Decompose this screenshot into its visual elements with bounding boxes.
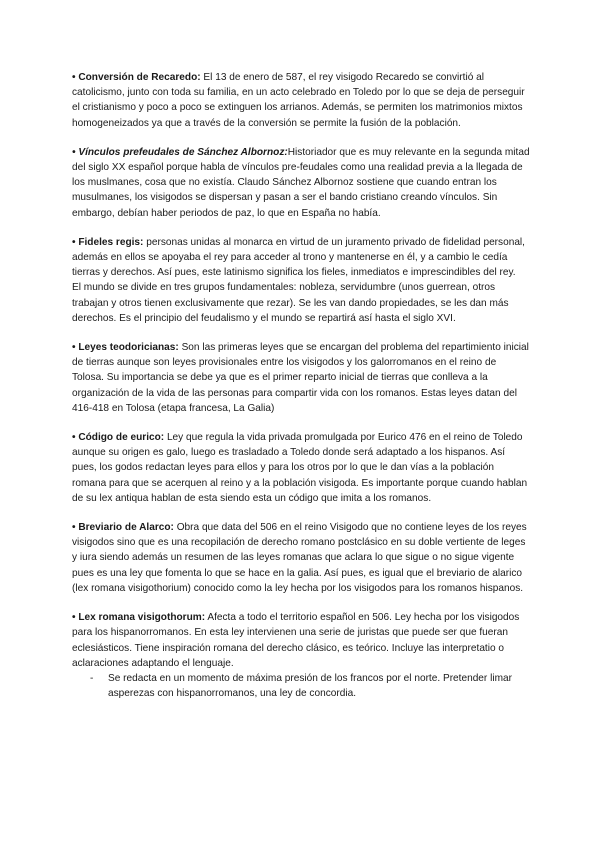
section-conversion-recaredo	[72, 70, 530, 131]
section-fideles-regis	[72, 235, 530, 326]
dash-bullet: -	[90, 672, 94, 684]
paragraph-continuation: El mundo se divide en tres grupos fundamentales: nobleza, servidumbre (unos guerrean, otros trabajan y otros tienen exclusivamente que rezar). Se les van dando propiedades, se les dan más derechos. Es el principio del feudalismo y el mundo se repartirá así hasta el siglo XVI.	[72, 282, 509, 324]
section-text: Ley que regula la vida privada promulgada por Eurico 476 en el reino de Toledo aunque su origen es galo, luego es trasladado a Toledo donde será adaptado a los hispanos. Así pues, los godos redactan leyes para ellos y para los otros por lo que le dan vías a la población romana para que se acerquen al reino y a la población visigoda. Es importante porque cuando hablan de su lex antiqua hablan de esta siendo esta un código que imita a los romanos.	[72, 432, 528, 504]
section-leyes-teodoricianas	[72, 340, 530, 416]
paragraph	[72, 235, 530, 281]
section-text: Historiador que es muy relevante en la segunda mitad del siglo XX español porque habla de vínculos pre-feudales como una realidad previa a la llegada de los muslmanes, cosa que no existía. Claudo Sánchez Albornoz sostiene que cuando entran los musulmanes, los visigodos se dispersan y pasan a ser el bando cristiano creando vínculos. Sin embargo, debían haber periodos de paz, lo que en España no había.	[72, 146, 530, 219]
section-term: • Conversión de Recaredo:	[72, 72, 201, 83]
paragraph	[72, 145, 530, 221]
paragraph	[72, 430, 530, 506]
section-term: • Leyes teodoricianas:	[72, 342, 179, 354]
section-term: • Fideles regis:	[72, 236, 144, 248]
section-lex-romana	[72, 610, 530, 701]
paragraph	[72, 520, 530, 596]
paragraph	[72, 70, 530, 131]
section-text: Son las primeras leyes que se encargan del problema del repartimiento inicial de tierras aunque son leyes provisionales entre los visigodos y los galorromanos en el reino de Tolosa. Su importancia se debe ya que es el primer reparto inicial de tierras que conlleva a la organización de la vida de las personas para compartir vida con los romanos. Estas leyes datan del 416-418 en Tolosa (etapa francesa, La Galia)	[72, 342, 529, 414]
document-body	[72, 70, 530, 715]
section-vinculos-prefeudales	[72, 145, 530, 221]
section-text: Obra que data del 506 en el reino Visigodo que no contiene leyes de los reyes visigodos sino que es una recopilación de derecho romano postclásico en su doble vertiente de leges y iura siendo además un resumen de las leyes romanas que aclara lo que sigue o no sigue vigente pues es una ley que fomenta lo que se hace en la galia. Así pues, es igual que el breviario de alarico (lex romana visigothorium) conocido como la ley hecha por los visigodos para los romanos hispanos.	[72, 522, 527, 594]
section-term: • Vínculos prefeudales de Sánchez Albornoz:	[72, 146, 288, 158]
section-term: • Lex romana visigothorum:	[72, 612, 206, 624]
section-codigo-eurico	[72, 430, 530, 506]
section-text: personas unidas al monarca en virtud de un juramento privado de fidelidad personal, además en ellos se apoyaba el rey para acceder al trono y mantenerse en él, y a cambio le cedía tierras y derechos. Así pues, este latinismo significa los fieles, inmediatos e imprescindibles del rey.	[72, 236, 525, 279]
dash-list-item	[72, 671, 530, 701]
list-item-text: Se redacta en un momento de máxima presión de los francos por el norte. Pretender limar asperezas con hispanorromanos, una ley de concordia.	[108, 672, 512, 700]
section-text: Afecta a todo el territorio español en 506. Ley hecha por los visigodos para los hispanorromanos. En esta ley intervienen una serie de juristas que puede ser que fueran eclesiásticos. Tiene inspiración romana del derecho clásico, es teórico. Incluye las interpretatio o aclaraciones adaptando el lenguaje.	[72, 612, 520, 669]
section-term: • Breviario de Alarco:	[72, 522, 174, 534]
paragraph	[72, 340, 530, 416]
paragraph	[72, 610, 530, 671]
section-term: • Código de eurico:	[72, 432, 165, 444]
section-breviario-alarco	[72, 520, 530, 596]
section-text: El 13 de enero de 587, el rey visigodo Recaredo se convirtió al catolicismo, junto con toda su familia, en un acto celebrado en Toledo por lo que se deja de perseguir el cristianismo y poco a poco se extinguen los arrianos. Además, se permiten los matrimonios mixtos homogeneizados ya que a través de la conversión se permite la fusión de la población.	[72, 72, 525, 129]
